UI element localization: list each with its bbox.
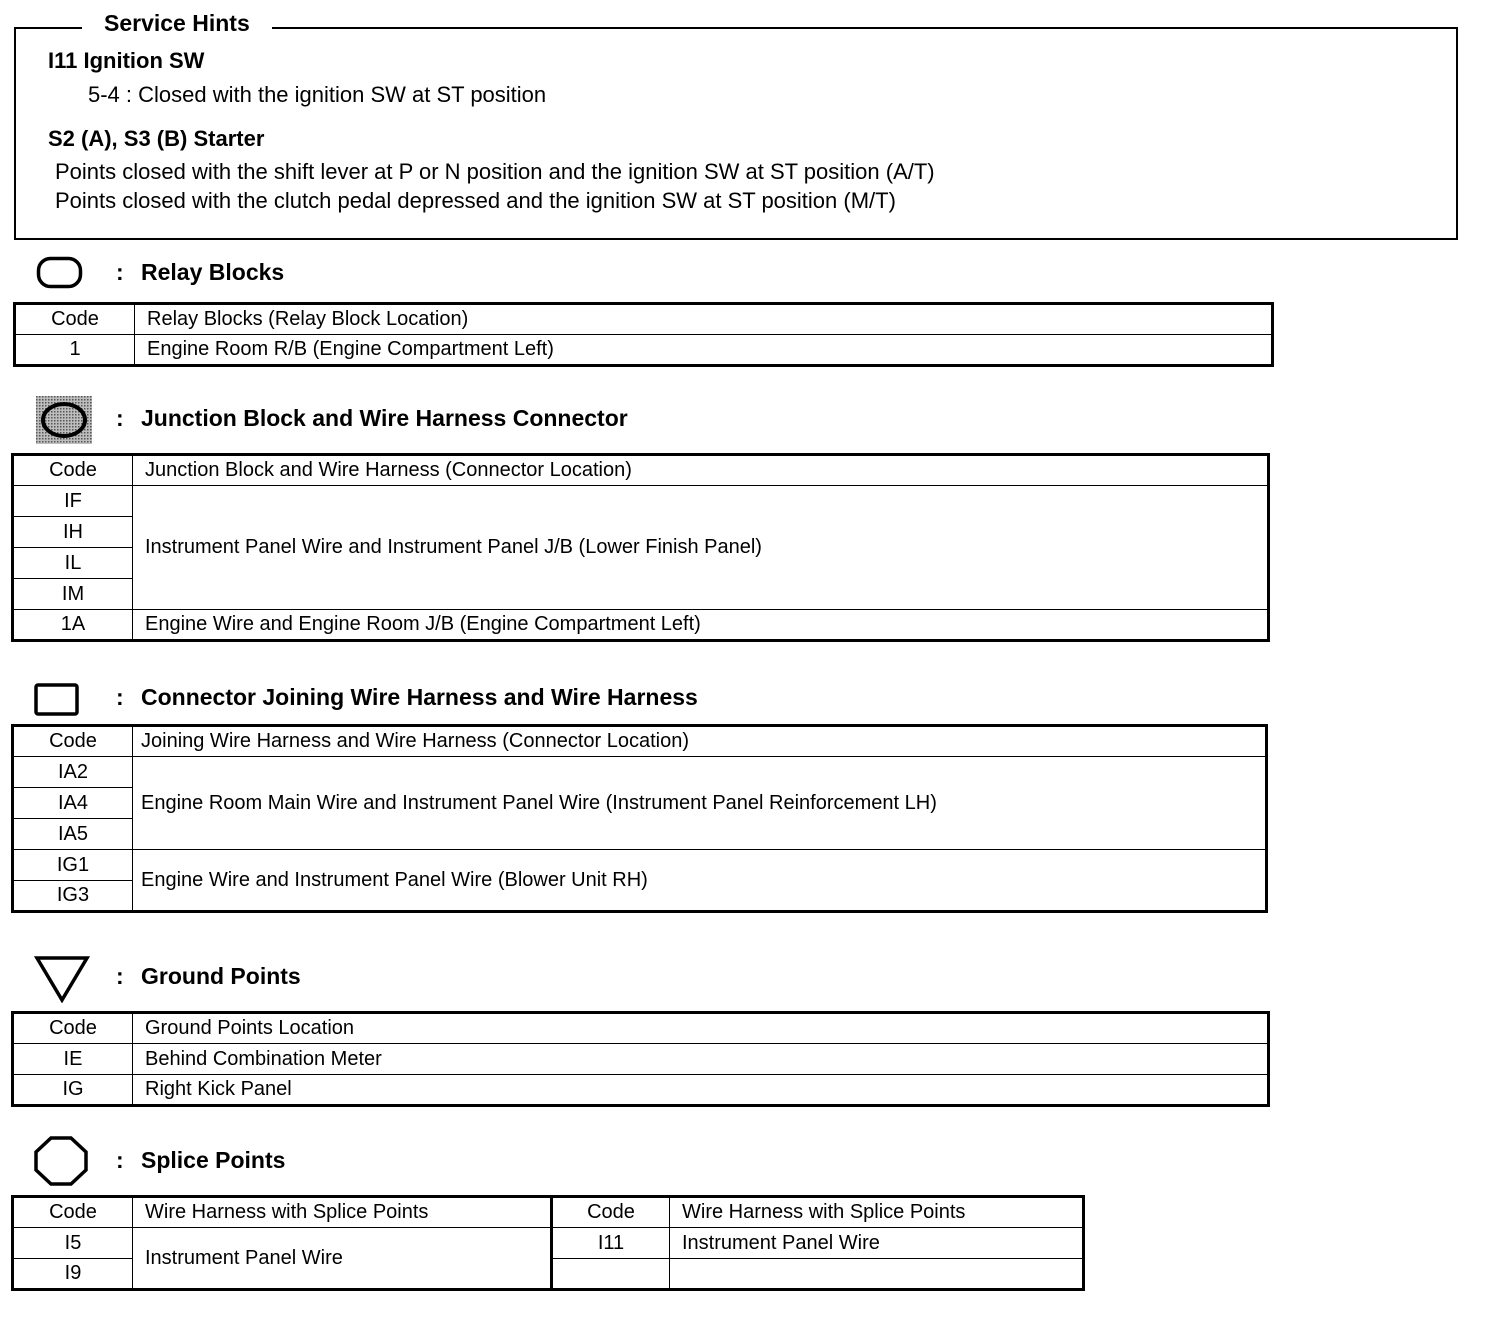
relay-blocks-table xyxy=(13,302,1274,367)
connectors-table xyxy=(11,724,1268,913)
desc-cell: Instrument Panel Wire xyxy=(133,1228,552,1290)
code-cell: I9 xyxy=(13,1259,133,1290)
code-cell: IA5 xyxy=(13,819,133,850)
desc-cell-empty xyxy=(670,1259,1084,1290)
code-cell: IG3 xyxy=(13,881,133,912)
table-row xyxy=(13,850,1267,881)
desc-header: Wire Harness with Splice Points xyxy=(670,1197,1084,1228)
desc-header: Junction Block and Wire Harness (Connector Location) xyxy=(133,455,1269,486)
code-cell: IG xyxy=(13,1075,133,1106)
table-header-row xyxy=(13,726,1267,757)
desc-cell: Engine Wire and Instrument Panel Wire (Blower Unit RH) xyxy=(133,850,1267,912)
code-cell: I11 xyxy=(552,1228,670,1259)
table-row xyxy=(13,757,1267,788)
hint-heading-ignition-sw: I11 Ignition SW xyxy=(48,48,205,73)
desc-cell: Engine Room Main Wire and Instrument Panel Wire (Instrument Panel Reinforcement LH) xyxy=(133,757,1267,850)
desc-cell: Behind Combination Meter xyxy=(133,1044,1269,1075)
desc-header: Ground Points Location xyxy=(133,1013,1269,1044)
octagon-icon xyxy=(32,1135,90,1187)
table-row xyxy=(13,610,1269,641)
hint-line-starter-at: Points closed with the shift lever at P or N position and the ignition SW at ST position (A/T) xyxy=(55,159,935,184)
table-header-row xyxy=(15,304,1273,335)
relay-colon: : xyxy=(116,259,124,285)
code-cell: IL xyxy=(13,548,133,579)
table-header-row xyxy=(13,455,1269,486)
table-row xyxy=(13,1075,1269,1106)
table-header-row xyxy=(13,1197,1084,1228)
code-header: Code xyxy=(13,1197,133,1228)
service-hints-title: Service Hints xyxy=(82,10,272,37)
junction-colon: : xyxy=(116,405,124,431)
code-header: Code xyxy=(13,1013,133,1044)
code-cell: 1A xyxy=(13,610,133,641)
rounded-rect-icon xyxy=(36,256,84,290)
code-cell: IA2 xyxy=(13,757,133,788)
ground-colon: : xyxy=(116,963,124,989)
table-row xyxy=(13,486,1269,517)
code-cell: IE xyxy=(13,1044,133,1075)
table-header-row xyxy=(13,1013,1269,1044)
shaded-oval-icon xyxy=(36,396,92,444)
desc-header: Relay Blocks (Relay Block Location) xyxy=(135,304,1273,335)
code-header: Code xyxy=(552,1197,670,1228)
desc-header: Wire Harness with Splice Points xyxy=(133,1197,552,1228)
code-cell: IM xyxy=(13,579,133,610)
table-row xyxy=(13,1044,1269,1075)
desc-header: Joining Wire Harness and Wire Harness (Connector Location) xyxy=(133,726,1267,757)
code-cell: 1 xyxy=(15,335,135,366)
hint-line-starter-mt: Points closed with the clutch pedal depressed and the ignition SW at ST position (M/T) xyxy=(55,188,896,213)
desc-cell: Instrument Panel Wire and Instrument Panel J/B (Lower Finish Panel) xyxy=(133,486,1269,610)
junction-blocks-title: Junction Block and Wire Harness Connector xyxy=(141,405,628,431)
ground-points-table xyxy=(11,1011,1270,1107)
splice-points-table xyxy=(11,1195,1085,1291)
connectors-title: Connector Joining Wire Harness and Wire Harness xyxy=(141,684,698,710)
code-cell: IF xyxy=(13,486,133,517)
code-header: Code xyxy=(15,304,135,335)
table-row xyxy=(13,1228,1084,1259)
code-header: Code xyxy=(13,455,133,486)
desc-cell: Right Kick Panel xyxy=(133,1075,1269,1106)
code-cell: I5 xyxy=(13,1228,133,1259)
desc-cell: Instrument Panel Wire xyxy=(670,1228,1084,1259)
code-cell: IA4 xyxy=(13,788,133,819)
table-row xyxy=(15,335,1273,366)
splice-colon: : xyxy=(116,1147,124,1173)
ground-points-title: Ground Points xyxy=(141,963,301,989)
hint-line-ignition-sw: 5-4 : Closed with the ignition SW at ST position xyxy=(88,82,547,107)
triangle-down-icon xyxy=(34,955,90,1003)
desc-cell: Engine Wire and Engine Room J/B (Engine Compartment Left) xyxy=(133,610,1269,641)
relay-blocks-title: Relay Blocks xyxy=(141,259,285,285)
hint-heading-starter: S2 (A), S3 (B) Starter xyxy=(48,126,265,151)
code-cell-empty xyxy=(552,1259,670,1290)
code-header: Code xyxy=(13,726,133,757)
rectangle-icon xyxy=(34,683,80,717)
connector-colon: : xyxy=(116,684,124,710)
junction-blocks-table xyxy=(11,453,1270,642)
desc-cell: Engine Room R/B (Engine Compartment Left) xyxy=(135,335,1273,366)
splice-points-title: Splice Points xyxy=(141,1147,286,1173)
code-cell: IG1 xyxy=(13,850,133,881)
code-cell: IH xyxy=(13,517,133,548)
